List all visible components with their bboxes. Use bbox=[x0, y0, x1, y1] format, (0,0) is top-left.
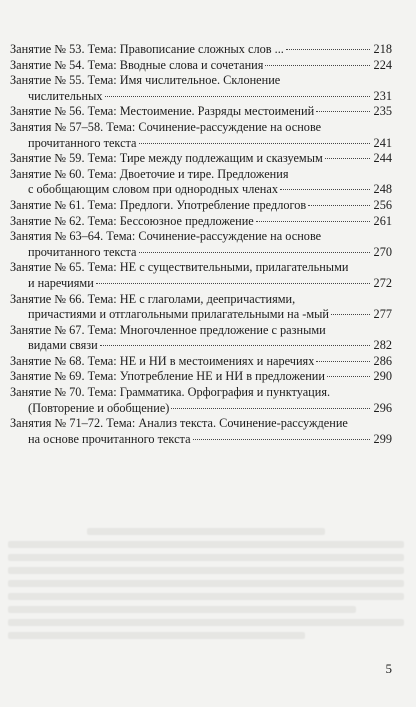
dot-leader bbox=[316, 361, 370, 362]
dot-leader bbox=[308, 205, 370, 206]
toc-entry-title: Занятие № 55. Тема: Имя числительное. Склонение bbox=[10, 73, 281, 88]
toc-entry bbox=[10, 120, 392, 151]
toc-entry-page: 231 bbox=[373, 88, 392, 103]
toc-entry-title: Занятия № 63–64. Тема: Сочинение-рассуждение на основе bbox=[10, 229, 322, 244]
toc-entry bbox=[10, 369, 392, 385]
toc-entry bbox=[10, 104, 392, 120]
toc-entry-title: на основе прочитанного текста bbox=[28, 431, 191, 446]
toc-entry bbox=[10, 385, 392, 416]
toc-entry bbox=[10, 58, 392, 74]
toc-entry-page: 286 bbox=[373, 353, 392, 368]
toc-entry-title: Занятие № 65. Тема: НЕ с существительными, прилагательными bbox=[10, 260, 349, 275]
toc-entry-title: Занятие № 70. Тема: Грамматика. Орфография и пунктуация. bbox=[10, 385, 331, 400]
toc-entry-title: Занятие № 56. Тема: Местоимение. Разряды местоимений bbox=[10, 104, 315, 119]
toc-entry bbox=[10, 151, 392, 167]
toc-entry-title: с обобщающим словом при однородных членах bbox=[28, 182, 278, 197]
toc-entry-title: видами связи bbox=[28, 338, 98, 353]
toc-entry bbox=[10, 323, 392, 354]
toc-entry-title: Занятие № 54. Тема: Вводные слова и сочетания bbox=[10, 57, 264, 72]
toc-entry-title: Занятие № 68. Тема: НЕ и НИ в местоимениях и наречиях bbox=[10, 353, 315, 368]
dot-leader bbox=[331, 314, 370, 315]
dot-leader bbox=[100, 345, 370, 346]
toc-entry-page: 248 bbox=[373, 182, 392, 197]
toc-entry-page: 256 bbox=[373, 197, 392, 212]
toc-entry-title: прочитанного текста bbox=[28, 135, 137, 150]
toc-entry bbox=[10, 198, 392, 214]
toc-entry-title: числительных bbox=[28, 88, 103, 103]
dot-leader bbox=[96, 283, 370, 284]
toc-entry bbox=[10, 73, 392, 104]
toc-entry-title: Занятие № 62. Тема: Бессоюзное предложение bbox=[10, 213, 254, 228]
dot-leader bbox=[193, 439, 370, 440]
toc-entry-title: Занятие № 60. Тема: Двоеточие и тире. Предложения bbox=[10, 166, 289, 181]
toc-entry-title: Занятие № 67. Тема: Многочленное предложение с разными bbox=[10, 322, 326, 337]
page-number: 5 bbox=[385, 661, 392, 676]
toc-entry-title: Занятие № 59. Тема: Тире между подлежащим и сказуемым bbox=[10, 151, 323, 166]
table-of-contents bbox=[10, 42, 392, 447]
toc-entry-page: 277 bbox=[373, 307, 392, 322]
toc-entry-page: 241 bbox=[373, 135, 392, 150]
dot-leader bbox=[265, 65, 370, 66]
dot-leader bbox=[280, 189, 370, 190]
toc-entry-title: Занятия № 57–58. Тема: Сочинение-рассуждение на основе bbox=[10, 119, 322, 134]
dot-leader bbox=[139, 143, 370, 144]
toc-entry-page: 299 bbox=[373, 431, 392, 446]
dot-leader bbox=[325, 158, 370, 159]
toc-entry-page: 261 bbox=[373, 213, 392, 228]
toc-entry-title: и наречиями bbox=[28, 275, 94, 290]
toc-entry-title: Занятие № 69. Тема: Употребление НЕ и НИ в предложении bbox=[10, 369, 325, 384]
dot-leader bbox=[316, 111, 370, 112]
dot-leader bbox=[256, 221, 370, 222]
toc-entry-page: 224 bbox=[373, 57, 392, 72]
toc-entry-page: 270 bbox=[373, 244, 392, 259]
toc-entry-page: 244 bbox=[373, 151, 392, 166]
toc-entry-title: прочитанного текста bbox=[28, 244, 137, 259]
dot-leader bbox=[139, 252, 370, 253]
toc-entry-title: (Повторение и обобщение) bbox=[28, 400, 170, 415]
toc-entry bbox=[10, 167, 392, 198]
dot-leader bbox=[327, 376, 370, 377]
toc-entry-page: 290 bbox=[373, 369, 392, 384]
toc-entry bbox=[10, 354, 392, 370]
toc-entry-page: 296 bbox=[373, 400, 392, 415]
toc-entry-title: Занятия № 71–72. Тема: Анализ текста. Сочинение-рассуждение bbox=[10, 416, 348, 431]
toc-entry bbox=[10, 292, 392, 323]
toc-entry bbox=[10, 214, 392, 230]
dot-leader bbox=[286, 49, 370, 50]
toc-entry bbox=[10, 260, 392, 291]
toc-entry-title: причастиями и отглагольными прилагательными на -мый bbox=[28, 307, 330, 322]
toc-entry-page: 272 bbox=[373, 275, 392, 290]
toc-entry bbox=[10, 229, 392, 260]
dot-leader bbox=[171, 408, 370, 409]
bleed-through-text bbox=[8, 522, 404, 645]
dot-leader bbox=[105, 96, 370, 97]
toc-entry-title: Занятие № 61. Тема: Предлоги. Употребление предлогов bbox=[10, 197, 307, 212]
toc-entry-title: Занятие № 53. Тема: Правописание сложных слов ... bbox=[10, 42, 284, 56]
toc-entry-page: 282 bbox=[373, 338, 392, 353]
toc-entry bbox=[10, 416, 392, 447]
toc-entry-page: 235 bbox=[373, 104, 392, 119]
toc-entry bbox=[10, 42, 392, 58]
toc-entry-page: 218 bbox=[373, 42, 392, 56]
toc-entry-title: Занятие № 66. Тема: НЕ с глаголами, деепричастиями, bbox=[10, 291, 296, 306]
